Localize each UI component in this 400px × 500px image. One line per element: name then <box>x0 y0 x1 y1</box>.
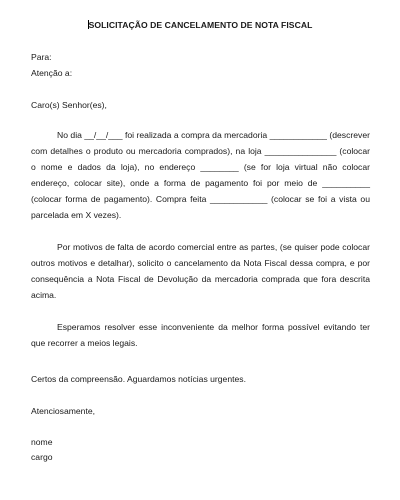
signature-role: cargo <box>31 451 53 462</box>
signature-name: nome <box>31 437 53 447</box>
sign-off: Atenciosamente, <box>31 406 96 416</box>
paragraph-purchase-details: No dia __/__/___ foi realizada a compra da mercadoria ____________ (descrever com detalhes o produto ou mercadoria comprados), na loja _______________ (colocar o nome e dados da loja), no endereço ________ (se for loja virtual não colocar endereço, colocar site), onde a forma de pagamento foi por meio de __________ (colocar forma de pagamento). Compra feita ____________ (colocar se foi a vista ou parcelada em X vezes). <box>31 130 370 220</box>
closing-line: Certos da compreensão. Aguardamos notícias urgentes. <box>31 374 246 384</box>
paragraph-resolution: Esperamos resolver esse inconveniente da melhor forma possível evitando ter que recorrer a meios legais. <box>31 322 370 348</box>
signature-block <box>31 435 53 464</box>
paragraph-cancellation-request: Por motivos de falta de acordo comercial entre as partes, (se quiser pode colocar outros motivos e detalhar), solicito o cancelamento da Nota Fiscal dessa compra, e por consequência a Nota Fiscal de Devolução da mercadoria comprada que fora descrita acima. <box>31 242 370 300</box>
salutation: Caro(s) Senhor(es), <box>31 100 107 110</box>
document-title-row <box>40 20 360 30</box>
document-title: SOLICITAÇÃO DE CANCELAMENTO DE NOTA FISCAL <box>88 20 313 30</box>
atencao-label: Atenção a: <box>31 68 73 78</box>
para-label: Para: <box>31 52 52 62</box>
